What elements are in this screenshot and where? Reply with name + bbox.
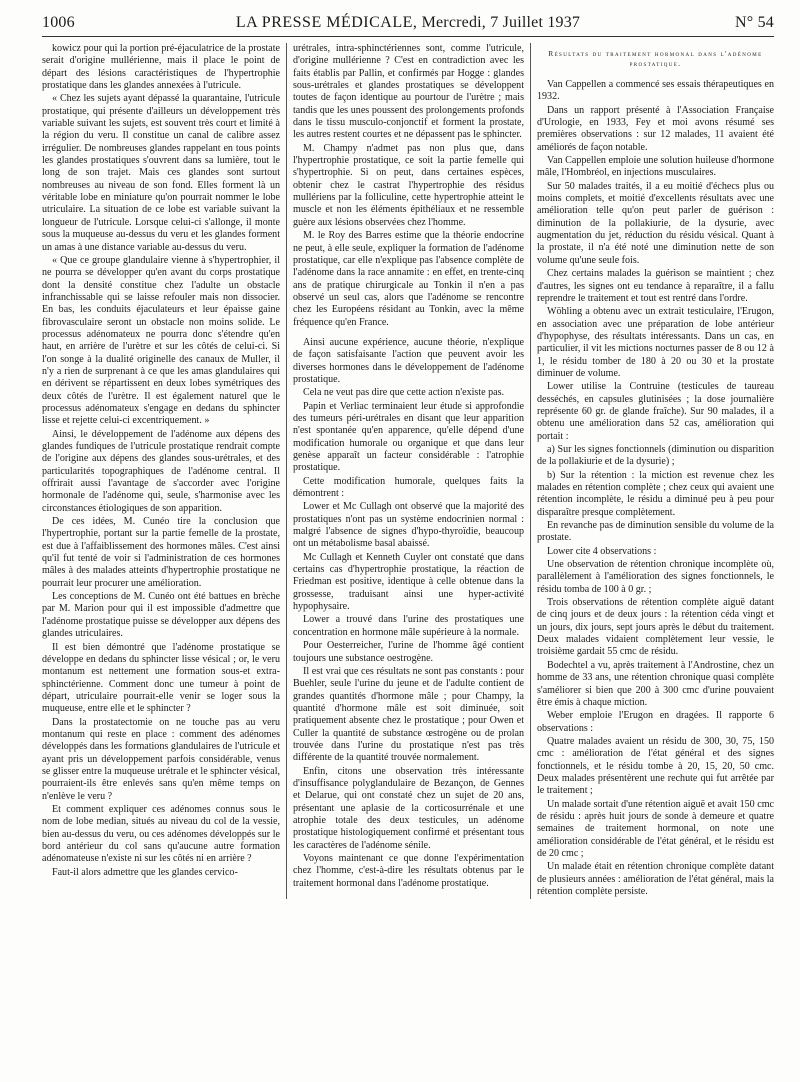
paragraph: Lower utilise la Contruine (testicules de taureau desséchés, en capsules glutinisées ; la dose journalière représente 60 gr. de glande fraîche). Sur 90 malades, il a obtenu une amélioration dans 52 cas, amélioration qui portait : <box>537 381 774 442</box>
paragraph: Sur 50 malades traités, il a eu moitié d'échecs plus ou moins complets, et moitié d'excellents résultats avec une amélioration telle qu'on peut parler de guérison : diminution de la pollakiurie, de la dysurie, avec augmentation du jet, réduction du résidu vésical. Quant à la prostate, il n'a été noté une diminution nette de son volume qu'une seule fois. <box>537 180 774 266</box>
header-rule <box>42 36 774 37</box>
paragraph: a) Sur les signes fonctionnels (diminution ou disparition de la pollakiurie et de la dysurie) ; <box>537 443 774 468</box>
paragraph: Lower a trouvé dans l'urine des prostatiques une concentration en hormone mâle supérieure à la normale. <box>293 614 524 638</box>
column-2 <box>286 43 530 899</box>
paragraph: De ces idées, M. Cunéo tire la conclusion que l'hypertrophie, portant sur la partie femelle de la prostate, est due à l'affaiblissement des hormones mâles. C'est ainsi qu'il fut tenté de voir si l'administration de ces hormones mâles à des malades atteints d'hypertrophie prostatique ne pourrait leur procurer une amélioration. <box>42 516 280 589</box>
paragraph: M. le Roy des Barres estime que la théorie endocrine ne peut, à elle seule, expliquer la formation de l'adénome prostatique, car elle n'explique pas l'absence complète de l'adénome dans la race annamite : en effet, en trente-cinq ans de pratique chirurgicale au Tonkin il n'en a pas observé un seul cas, alors que l'adénome se rencontre chez les Européens résidant au Tonkin, avec la même fréquence qu'en France. <box>293 230 524 328</box>
page-header <box>42 10 774 36</box>
paragraph: Dans un rapport présenté à l'Association Française d'Urologie, en 1933, Fey et moi avons résumé ses premières observations : sur 12 malades, 11 avaient été améliorés de façon notable. <box>537 104 774 153</box>
paragraph: urétrales, intra-sphinctériennes sont, comme l'utricule, d'origine mullérienne ? C'est en contradiction avec les faits établis par Pallin, et confirmés par Hogge : glandes sous-urétrales et glandes prostatiques se développent toutes de façon identique au pourtour de l'urètre ; mais tandis que les unes poussent des prolongements profonds dans le tissu musculo-conjonctif et forment la prostate, les autres restent courtes et ne dépassent pas le sphincter. <box>293 43 524 141</box>
paragraph: Wöhling a obtenu avec un extrait testiculaire, l'Erugon, en association avec une préparation de lobe antérieur d'hypophyse, des résultats intéressants. Dans un cas, en particulier, il vit les mictions nocturnes passer de 8 ou 12 à 1, le résidu tomber de 180 à 20 ou 30 et la prostate diminuer de volume. <box>537 306 774 379</box>
paragraph: Pour Oesterreicher, l'urine de l'homme âgé contient toujours une substance oestrogène. <box>293 640 524 664</box>
journal-name: LA PRESSE MÉDICALE, <box>235 14 418 31</box>
paragraph: Cette modification humorale, quelques faits la démontrent : <box>293 475 524 500</box>
paragraph: Il est bien démontré que l'adénome prostatique se développe en dedans du sphincter lisse vésical ; or, le veru montanum est nettement une formation sous-et extra-sphinctérienne. Comment donc une tumeur à point de départ, utriculaire pourrait-elle venir se loger sous la muqueuse, entre elle et le sphincter ? <box>42 641 280 715</box>
paragraph: Faut-il alors admettre que les glandes cervico- <box>52 866 238 878</box>
paragraph: Trois observations de rétention complète aiguë datant de cinq jours et de deux jours : la rétention céda vingt et un jours, dix jours, sept jours après le début du traitement. Deux malades vidaient complètement leur vessie, le troisième gardait 55 cmc de résidu. <box>537 597 774 658</box>
paragraph: Weber emploie l'Erugon en dragées. Il rapporte 6 observations : <box>537 710 774 734</box>
paragraph: Un malade était en rétention chronique complète datant de plusieurs années : amélioration de l'état général, mais la rétention complète persiste. <box>537 861 774 897</box>
paragraph: Van Cappellen a commencé ses essais thérapeutiques en 1932. <box>537 79 774 103</box>
paragraph: Dans la prostatectomie on ne touche pas au veru montanum qui reste en place : comment des adénomes développés dans les formations glandulaires de l'utricule et ayant pris un développement parfois considérable, venus se glisser entre la muqueuse urétrale et le sphincter vésical, pourraient-ils être enlevés sans qu'en même temps on n'enlève le veru ? <box>42 716 280 802</box>
paragraph: Un malade sortait d'une rétention aiguë et avait 150 cmc de résidu : après huit jours de sonde à demeure et quatre semaines de traitement hormonal, on note une amélioration considérable de l'état général, et le résidu est de 20 cmc ; <box>537 798 774 859</box>
paragraph: Bodechtel a vu, après traitement à l'Androstine, chez un homme de 33 ans, une rétention chronique quasi complète s'améliorer si bien que 200 à 300 cmc d'urine pouvaient être émis à chaque miction. <box>537 659 774 708</box>
paragraph: Ainsi aucune expérience, aucune théorie, n'explique de façon satisfaisante l'action que peuvent avoir les diverses hormones dans le développement de l'adénome prostatique. <box>293 336 524 385</box>
column-1 <box>42 43 286 899</box>
paragraph: M. Champy n'admet pas non plus que, dans l'hypertrophie prostatique, ce soit la partie femelle qui s'hypertrophie. Si on peut, dans certaines espèces, obtenir chez le castrat l'hypertrophie des résidus mullériens par la folliculine, cette hypertrophie atteint le muscle et non les éléments épithéliaux et ne ressemble guère aux lésions observées chez l'homme. <box>293 142 524 228</box>
paragraph: Lower et Mc Cullagh ont observé que la majorité des prostatiques n'ont pas un système endocrinien normal : malgré l'absence de signes d'hypo-thyroïdie, beaucoup ont un métabolisme basal abaissé. <box>293 501 524 550</box>
paragraph: Lower cite 4 observations : <box>547 545 657 557</box>
paragraph: Mc Cullagh et Kenneth Cuyler ont constaté que dans certains cas d'hypertrophie prostatique, la réaction de Friedman est positive, identique à celle obtenue dans la grossesse, traduisant ainsi une hyper-activité hypophysaire. <box>293 551 524 613</box>
paragraph: b) Sur la rétention : la miction est revenue chez les malades en rétention complète ; chez ceux qui avaient une rétention incomplète, le résidu a diminué peu à peu pour disparaître presque complètement. <box>537 469 774 518</box>
paragraph: Enfin, citons une observation très intéressante d'insuffisance polyglandulaire de Bezançon, de Gennes et Delarue, qui ont constaté chez un sujet de 20 ans, présentant une aplasie de la corticosurrénale et une atrophie totale des deux testicules, un adénome prostatique histologiquement confirmé et présentant tous les caractères de l'adénome sénile. <box>293 765 524 851</box>
paragraph: Les conceptions de M. Cunéo ont été battues en brèche par M. Marion pour qui il est impossible d'admettre que l'adénome prostatique puisse se développer aux dépens des glandes utriculaires. <box>42 591 280 640</box>
paragraph: Van Cappellen emploie une solution huileuse d'hormone mâle, l'Hombréol, en injections musculaires. <box>537 155 774 179</box>
column-3 <box>530 43 774 899</box>
paragraph: Chez certains malades la guérison se maintient ; chez d'autres, les signes ont eu tendance à reparaître, il a fallu reprendre le traitement et tout est rentré dans l'ordre. <box>537 268 774 304</box>
paragraph: « Chez les sujets ayant dépassé la quarantaine, l'utricule prostatique, qui présente d'ailleurs un développement très variable suivant les sujets, est souvent très court et limité à la région du veru. Il constitue un canal de calibre assez irrégulier. De nombreuses glandes rappelant en tous points les glandes prostatiques s'ouvrent dans sa lumière, tout le long de son trajet. Mais ces glandes sont surtout nombreuses au niveau de son fond. Elles forment là un véritable lobe en miniature qu'on pourrait nommer le lobe utriculaire. La situation de ce lobe est variable suivant la longueur de l'utricule. Lorsque celui-ci s'allonge, il monte sous la muqueuse au-dessus du veru et les glandes forment un amas à une distance variable au-dessus du veru. <box>42 93 280 253</box>
paragraph: Ainsi, le développement de l'adénome aux dépens des glandes fundiques de l'utricule prostatique rendrait compte de l'origine aux dépens des glandes sous-urétrales, et des particularités topographiques de l'adénome central. Il offrirait aussi l'avantage de s'accorder avec l'origine hormonale de l'adénome qui, seule, s'harmonise avec les circonstances étiologiques de son apparition. <box>42 428 280 514</box>
paragraph: Et comment expliquer ces adénomes connus sous le nom de lobe median, situés au niveau du col de la vessie, bien au-dessus du veru, ou ces adénomes développés sur le bord antérieur du col sans qu'aucune autre formation adénomateuse n'existe ni sur les côtés ni en arrière ? <box>42 803 280 865</box>
paragraph: Quatre malades avaient un résidu de 300, 30, 75, 150 cmc : amélioration de l'état général et des signes fonctionnels, et le résidu tombe à 20, 15, 20, 50 cmc. Deux malades présentèrent une rechute qui fut arrêtée par le traitement ; <box>537 735 774 797</box>
paragraph: kowicz pour qui la portion pré-éjaculatrice de la prostate serait d'origine mullérienne, mais il place le point de départ des lésions caractéristiques de l'hypertrophie prostatique dans les glandes annexées à l'utricule. <box>42 43 280 92</box>
paragraph: En revanche pas de diminution sensible du volume de la prostate. <box>537 520 774 544</box>
paragraph: Une observation de rétention chronique incomplète où, parallèlement à l'amélioration des signes fonctionnels, le résidu tomba de 100 à 0 gr. ; <box>537 559 774 595</box>
paragraph: Voyons maintenant ce que donne l'expérimentation chez l'homme, c'est-à-dire les résultats obtenus par le traitement hormonal dans l'adénome prostatique. <box>293 853 524 889</box>
issue-date: Mercredi, 7 Juillet 1937 <box>421 14 581 31</box>
paragraph: Cela ne veut pas dire que cette action n'existe pas. <box>303 387 504 399</box>
page-number: 1006 <box>42 14 75 31</box>
section-title: Résultats du traitement hormonal dans l'adénome prostatique. <box>548 50 763 68</box>
journal-title-line <box>42 14 774 32</box>
paragraph: Papin et Verliac terminaient leur étude si approfondie des tumeurs péri-urétrales en disant que leur apparition n'est spontanée qu'en apparence, qu'elle dépend d'une modification humorale ou organique et que dans leur genèse apparaît un facteur considérable : l'atrophie prostatique. <box>293 400 524 474</box>
paragraph: « Que ce groupe glandulaire vienne à s'hypertrophier, il ne pourra se développer qu'en avant du corps prostatique dont la densité constitue chez l'adulte un obstacle infranchissable qui se laisse refouler mais non dissocier. En bas, les conduits éjaculateurs et leur épaisse gaine fibrovasculaire seront un obstacle non moins solide. Le processus adénomateux ne pourra donc s'étendre qu'en haut, en arrière de l'urètre et sur les côtés de celui-ci. Si l'on songe à la dualité originelle des canaux de Muller, il n'y a rien de surprenant à ce que les amas glandulaires qui en dérivent se répartissent en deux lobes symétriques des deux côtés de l'urètre. Il est également naturel que le processus adénomateux s'engage en dedans du sphincter lisse et rejette celui-ci excentriquement. » <box>42 254 280 427</box>
issue-number: N° 54 <box>735 14 774 31</box>
paragraph: Il est vrai que ces résultats ne sont pas constants : pour Buehler, seule l'urine du jeune et de l'adulte contient de grandes quantités d'hormone mâle ; pour Champy, la quantité d'hormone mâle est soit diminuée, soit pratiquement absente chez le prostatique ; pour Owen et Culler la quantité de substance œstrogène ou de prolan trouvée dans l'urine du prostatique n'est pas très différente de la quantité trouvée normalement. <box>293 665 524 764</box>
text-columns <box>42 43 774 899</box>
